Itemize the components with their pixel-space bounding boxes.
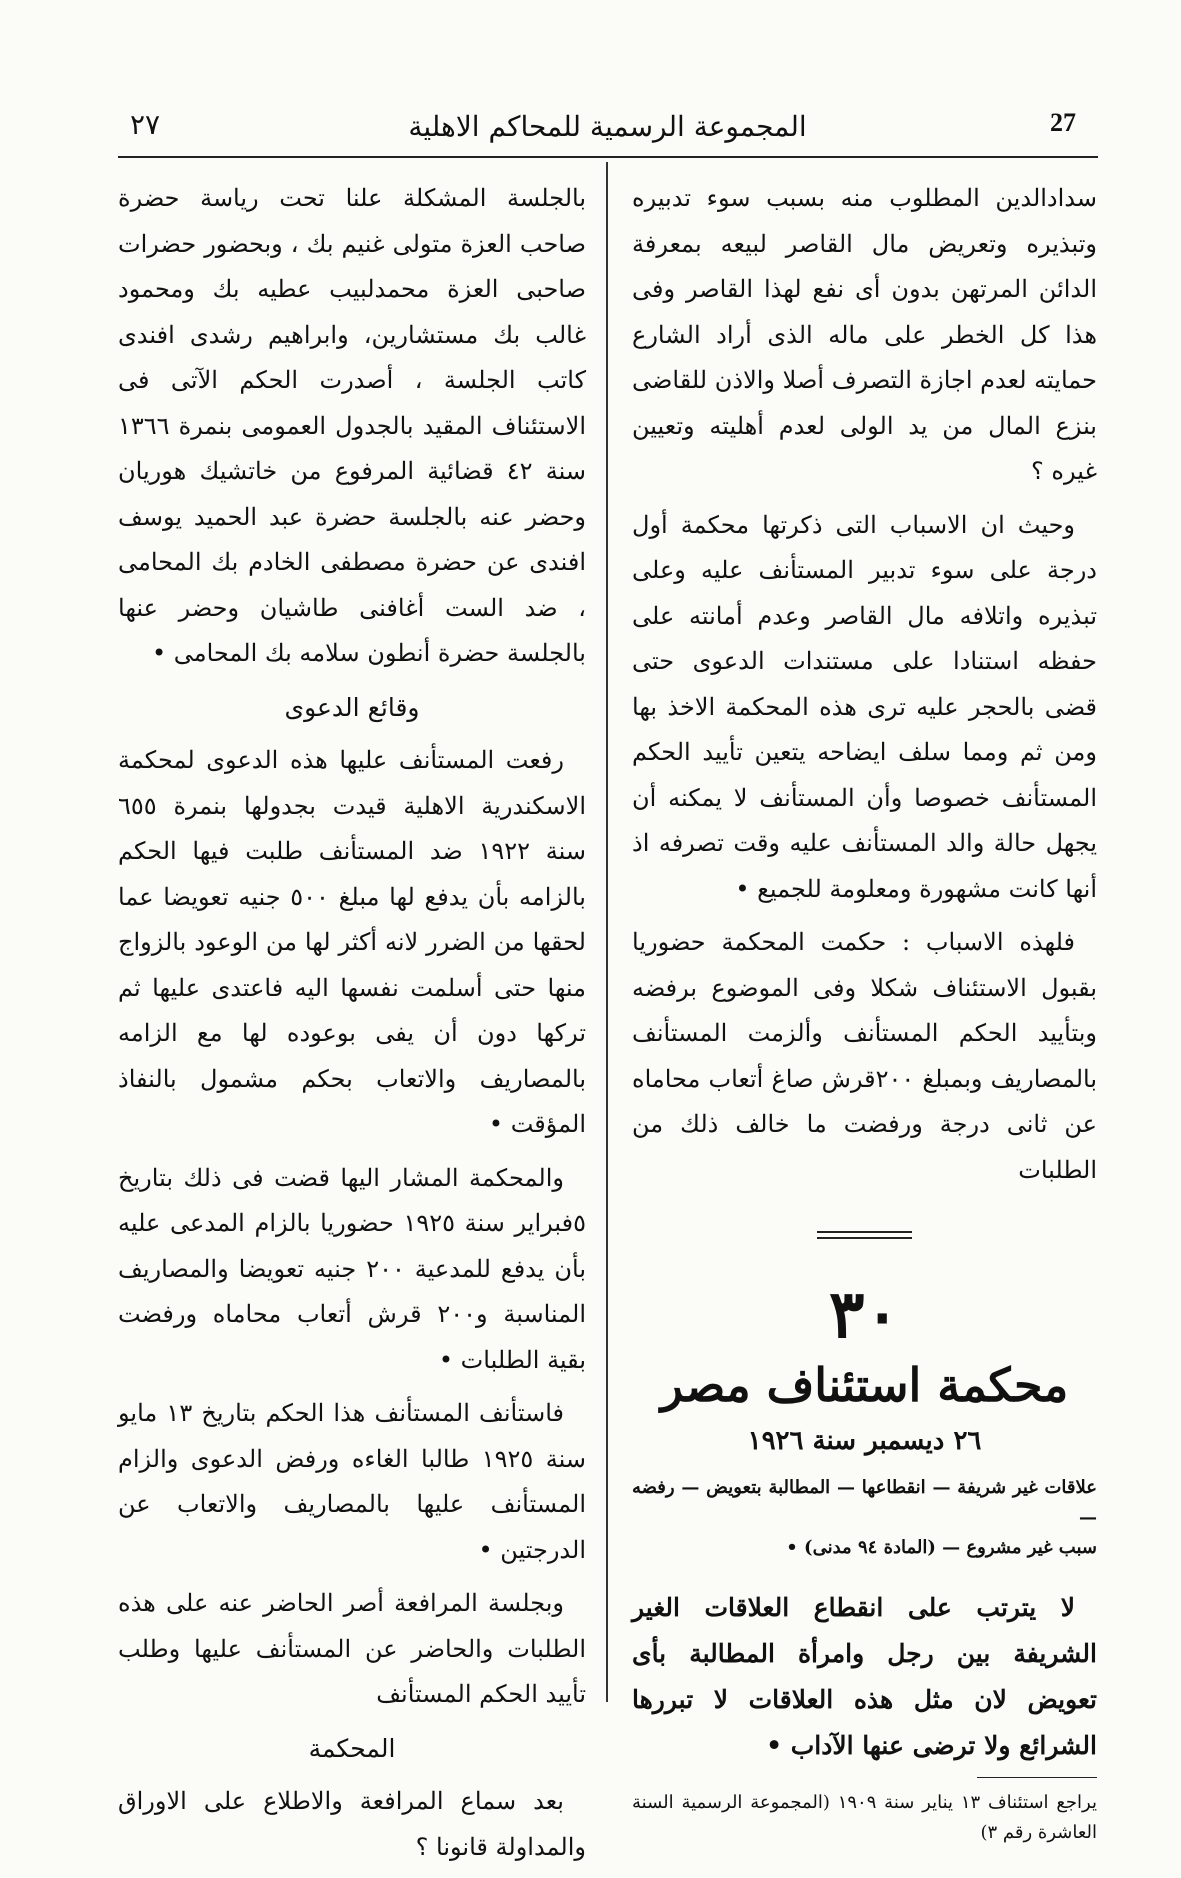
court-name: محكمة استئناف مصر xyxy=(660,1358,1069,1412)
paragraph: فلهذه الاسباب : حكمت المحكمة حضوريا بقبول الاستئناف شكلا وفى الموضوع برفضه وبتأييد الحكم المستأنف وألزمت المستأنف بالمصاريف وبمبلغ ٢٠٠قرش صاغ أتعاب محاماه عن ثانى درجة ورفضت ما خالف ذلك من الطلبات xyxy=(632,928,1098,1184)
case-number: ٣٠ xyxy=(829,1275,900,1353)
page-number-arabic: ٢٧ xyxy=(130,108,161,141)
page-number-latin: 27 xyxy=(1050,108,1076,137)
court-heading: المحكمة xyxy=(308,1733,396,1763)
running-title: المجموعة الرسمية للمحاكم الاهلية xyxy=(408,110,807,143)
paragraph: وبجلسة المرافعة أصر الحاضر عنه على هذه الطلبات والحاضر عن المستأنف عليها وطلب تأييد الحكم المستأنف xyxy=(118,1589,586,1708)
paragraph: بالجلسة المشكلة علنا تحت رياسة حضرة صاحب العزة متولى غنيم بك ، وبحضور حضرات صاحبى العزة محمدلبيب عطيه بك ومحمود غالب بك مستشارين، وابراهيم رشدى افندى كاتب الجلسة ، أصدرت الحكم الآتى فى الاستئناف المقيد بالجدول العمومى بنمرة ١٣٦٦ سنة ٤٢ قضائية المرفوع من خاتشيك هوريان وحضر عنه بالجلسة حضرة عبد الحميد يوسف افندى عن حضرة مصطفى الخادم بك المحامى ، ضد الست أغافنى طاشيان وحضر عنها بالجلسة حضرة أنطون سلامه بك المحامى • xyxy=(118,184,586,667)
holding-summary: لا يترتب على انقطاع العلاقات الغير الشريفة بين رجل وامرأة المطالبة بأى تعويض لان مثل هذه العلاقات لا تبررها الشرائع ولا ترضى عنها الآداب • xyxy=(632,1593,1097,1760)
keywords-line: سبب غير مشروع — (المادة ٩٤ مدنى) • xyxy=(786,1537,1097,1558)
column-divider xyxy=(606,162,608,1702)
left-column xyxy=(118,176,586,1878)
footnote-rule xyxy=(977,1777,1097,1778)
paragraph: سدادالدين المطلوب منه بسبب سوء تدبيره وتبذيره وتعريض مال القاصر لبيعه بمعرفة الدائن المرتهن بدون أى نفع لهذا القاصر وفى هذا كل الخطر على ماله الذى أراد الشارع حمايته لعدم اجازة التصرف أصلا والاذن للقاضى بنزع المال من يد الولى لعدم أهليته وتعيين غيره ؟ xyxy=(632,184,1097,485)
header-rule xyxy=(118,156,1098,158)
keywords-line: علاقات غير شريفة — انقطاعها — المطالبة بتعويض — رفضه — xyxy=(632,1477,1097,1528)
paragraph: رفعت المستأنف عليها هذه الدعوى لمحكمة الاسكندرية الاهلية قيدت بجدولها بنمرة ٦٥٥ سنة ١٩٢٢ ضد المستأنف طلبت فيها الحكم بالزامه بأن يدفع لها مبلغ ٥٠٠ جنيه تعويضا عما لحقها من الضرر لانه أكثر لها من الوعود بالزواج منها حتى أسلمت نفسها اليه فاعتدى عليها ثم تركها دون أن يفى بوعوده لها مع الزامه بالمصاريف والاتعاب بحكم مشمول بالنفاذ المؤقت • xyxy=(118,746,586,1138)
paragraph: فاستأنف المستأنف هذا الحكم بتاريخ ١٣ مايو سنة ١٩٢٥ طالبا الغاءه ورفض الدعوى والزام المستأنف عليها بالمصاريف والاتعاب عن الدرجتين • xyxy=(118,1399,586,1564)
facts-heading: وقائع الدعوى xyxy=(284,692,420,722)
keywords xyxy=(632,1473,1097,1563)
paragraph: والمحكمة المشار اليها قضت فى ذلك بتاريخ ٥فبراير سنة ١٩٢٥ حضوريا بالزام المدعى عليه بأن يدفع للمدعية ٢٠٠ جنيه تعويضا والمصاريف المناسبة و٢٠٠ قرش أتعاب محاماه ورفضت بقية الطلبات • xyxy=(118,1163,587,1374)
paragraph: وحيث ان الاسباب التى ذكرتها محكمة أول درجة على سوء تدبير المستأنف عليه وعلى تبذيره واتلافه مال القاصر وعدم أمانته على حفظه استنادا على مستندات الدعوى حتى قضى بالحجر عليه ترى هذه المحكمة الاخذ بها ومن ثم ومما سلف ايضاحه يتعين تأييد الحكم المستأنف خصوصا وأن المستأنف لا يمكنه أن يجهل حالة والد المستأنف عليه وقت تصرفه اذ أنها كانت مشهورة ومعلومة للجميع • xyxy=(632,510,1097,903)
footnote: يراجع استئناف ١٣ يناير سنة ١٩٠٩ (المجموعة الرسمية السنة العاشرة رقم ٣) xyxy=(632,1792,1097,1843)
judgment-date: ٢٦ ديسمبر سنة ١٩٢٦ xyxy=(747,1426,982,1456)
section-separator xyxy=(817,1231,912,1239)
paragraph: بعد سماع المرافعة والاطلاع على الاوراق والمداولة قانونا ؟ xyxy=(118,1787,586,1861)
right-column xyxy=(632,176,1097,1848)
page-header xyxy=(120,108,1095,152)
